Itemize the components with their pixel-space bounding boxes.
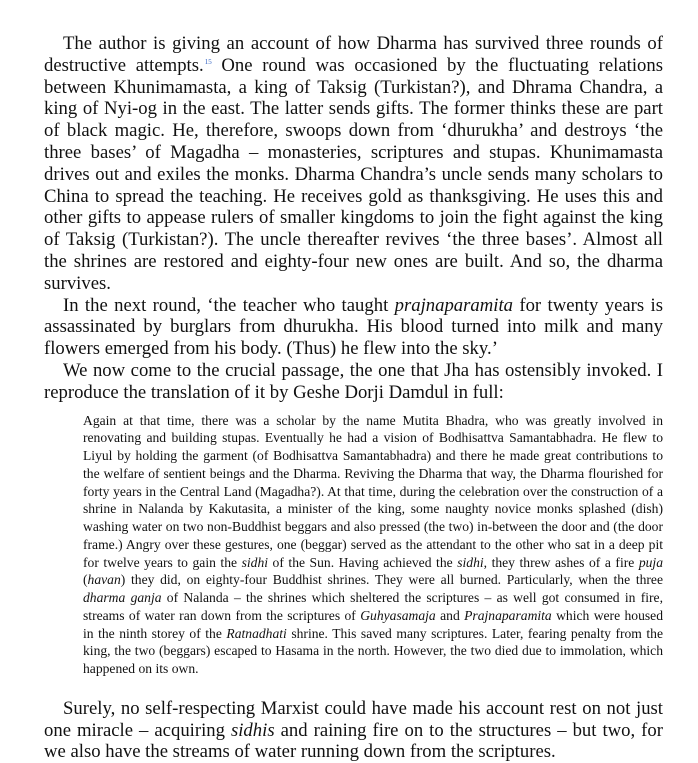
italic-term: dharma ganja [83, 590, 162, 606]
quote-text: shrine. This saved many scriptures. Later, fearing penalty from the king, the two (beggars) escaped to Hasama in the north. However, the two died due to immolation, which happened on its own. [83, 625, 663, 677]
quote-text: Again at that time, there was a scholar by the name Mutita Bhadra, who was greatly involved in renovating and building stupas. Eventually he had a vision of Bodhisattva Samantabhadra. He flew to Liyul by holding the garment (of Bodhisattva Samantabhadra) and there he made great contributions to the welfare of sentient beings and the Dharma. Reviving the Dharma that way, the Dharma flourished for forty years in the Central Land (Magadha?). At that time, during the celebration over the construction of a shrine in Nalanda by Kakutasita, a minister of the king, some naughty novice monks splashed (dish) washing water on two non-Buddhist beggars and also pressed (the two) in-between the door and (the door frame.) Angry over these gestures, one (beggar) served as the attendant to the other who sat in a deep pit for twelve years to gain the [83, 412, 663, 570]
quote-text: of Nalanda – the shrines which sheltered the scriptures – as well got consumed in fire, streams of water ran down from the scriptures of [83, 590, 663, 623]
block-quote-translation [83, 412, 663, 678]
document-page [44, 33, 663, 763]
quote-text: of the Sun. Having achieved the [268, 554, 458, 570]
paragraph-text: The author is giving an account of how Dharma has survived three rounds of destructive attempts. [44, 33, 663, 76]
quote-text: and [435, 607, 465, 623]
quote-text: , they threw ashes of a fire [483, 554, 639, 570]
paragraph-crucial-passage: We now come to the crucial passage, the one that Jha has ostensibly invoked. I reproduce the translation of it by Geshe Dorji Damdul in full: [44, 359, 663, 403]
italic-term: Ratnadhati [226, 625, 287, 641]
italic-term: puja [638, 554, 663, 570]
paragraph-text: and raining fire on to the structures – but two, for we also have the streams of water running down from the scriptures. [44, 719, 663, 763]
italic-term: sidhi [457, 554, 484, 570]
italic-term: Prajnaparamita [464, 607, 552, 623]
italic-term: sidhi [241, 554, 269, 570]
paragraph-text: Surely, no self-respecting Marxist could have made his account rest on not just one miracle – acquiring [44, 697, 663, 741]
footnote-marker[interactable]: 15 [204, 57, 212, 66]
italic-term: Guhyasamaja [360, 607, 436, 623]
paragraph-marxist-conclusion [44, 698, 663, 763]
paragraph-text: for twenty years is assassinated by burglars from dhurukha. His blood turned into milk and many flowers emerged from his body. (Thus) he flew into the sky.’ [44, 294, 663, 360]
paragraph-text: One round was occasioned by the fluctuating relations between Khunimamasta, a king of Taksig (Turkistan?), and Dhrama Chandra, a king of Nyi-og in the east. The latter sends gifts. The former thinks these are part of black magic. He, therefore, swoops down from ‘dhurukha’ and destroys ‘the three bases’ of Magadha – monasteries, scriptures and stupas. Khunimamasta drives out and exiles the monks. Dharma Chandra’s uncle sends many scholars to China to spread the teaching. He receives gold as thanksgiving. He uses this and other gifts to appease rulers of smaller kingdoms to join the fight against the king of Taksig (Turkistan?). The uncle thereafter revives ‘the three bases’. Almost all the shrines are restored and eighty-four new ones are built. And so, the dharma survives. [44, 54, 663, 294]
italic-term: sidhis [230, 719, 275, 741]
quote-text: which were housed in the ninth storey of the [83, 607, 664, 641]
paragraph-next-round [44, 295, 663, 360]
italic-term: havan [87, 572, 121, 588]
paragraph-text: In the next round, ‘the teacher who taught [63, 294, 395, 316]
italic-term: prajnaparamita [394, 294, 513, 316]
paragraph-dharma-rounds [44, 33, 663, 295]
quote-text: ( [83, 572, 88, 588]
quote-text: ) they did, on eighty-four Buddhist shrines. They were all burned. Particularly, when the three [120, 572, 663, 588]
